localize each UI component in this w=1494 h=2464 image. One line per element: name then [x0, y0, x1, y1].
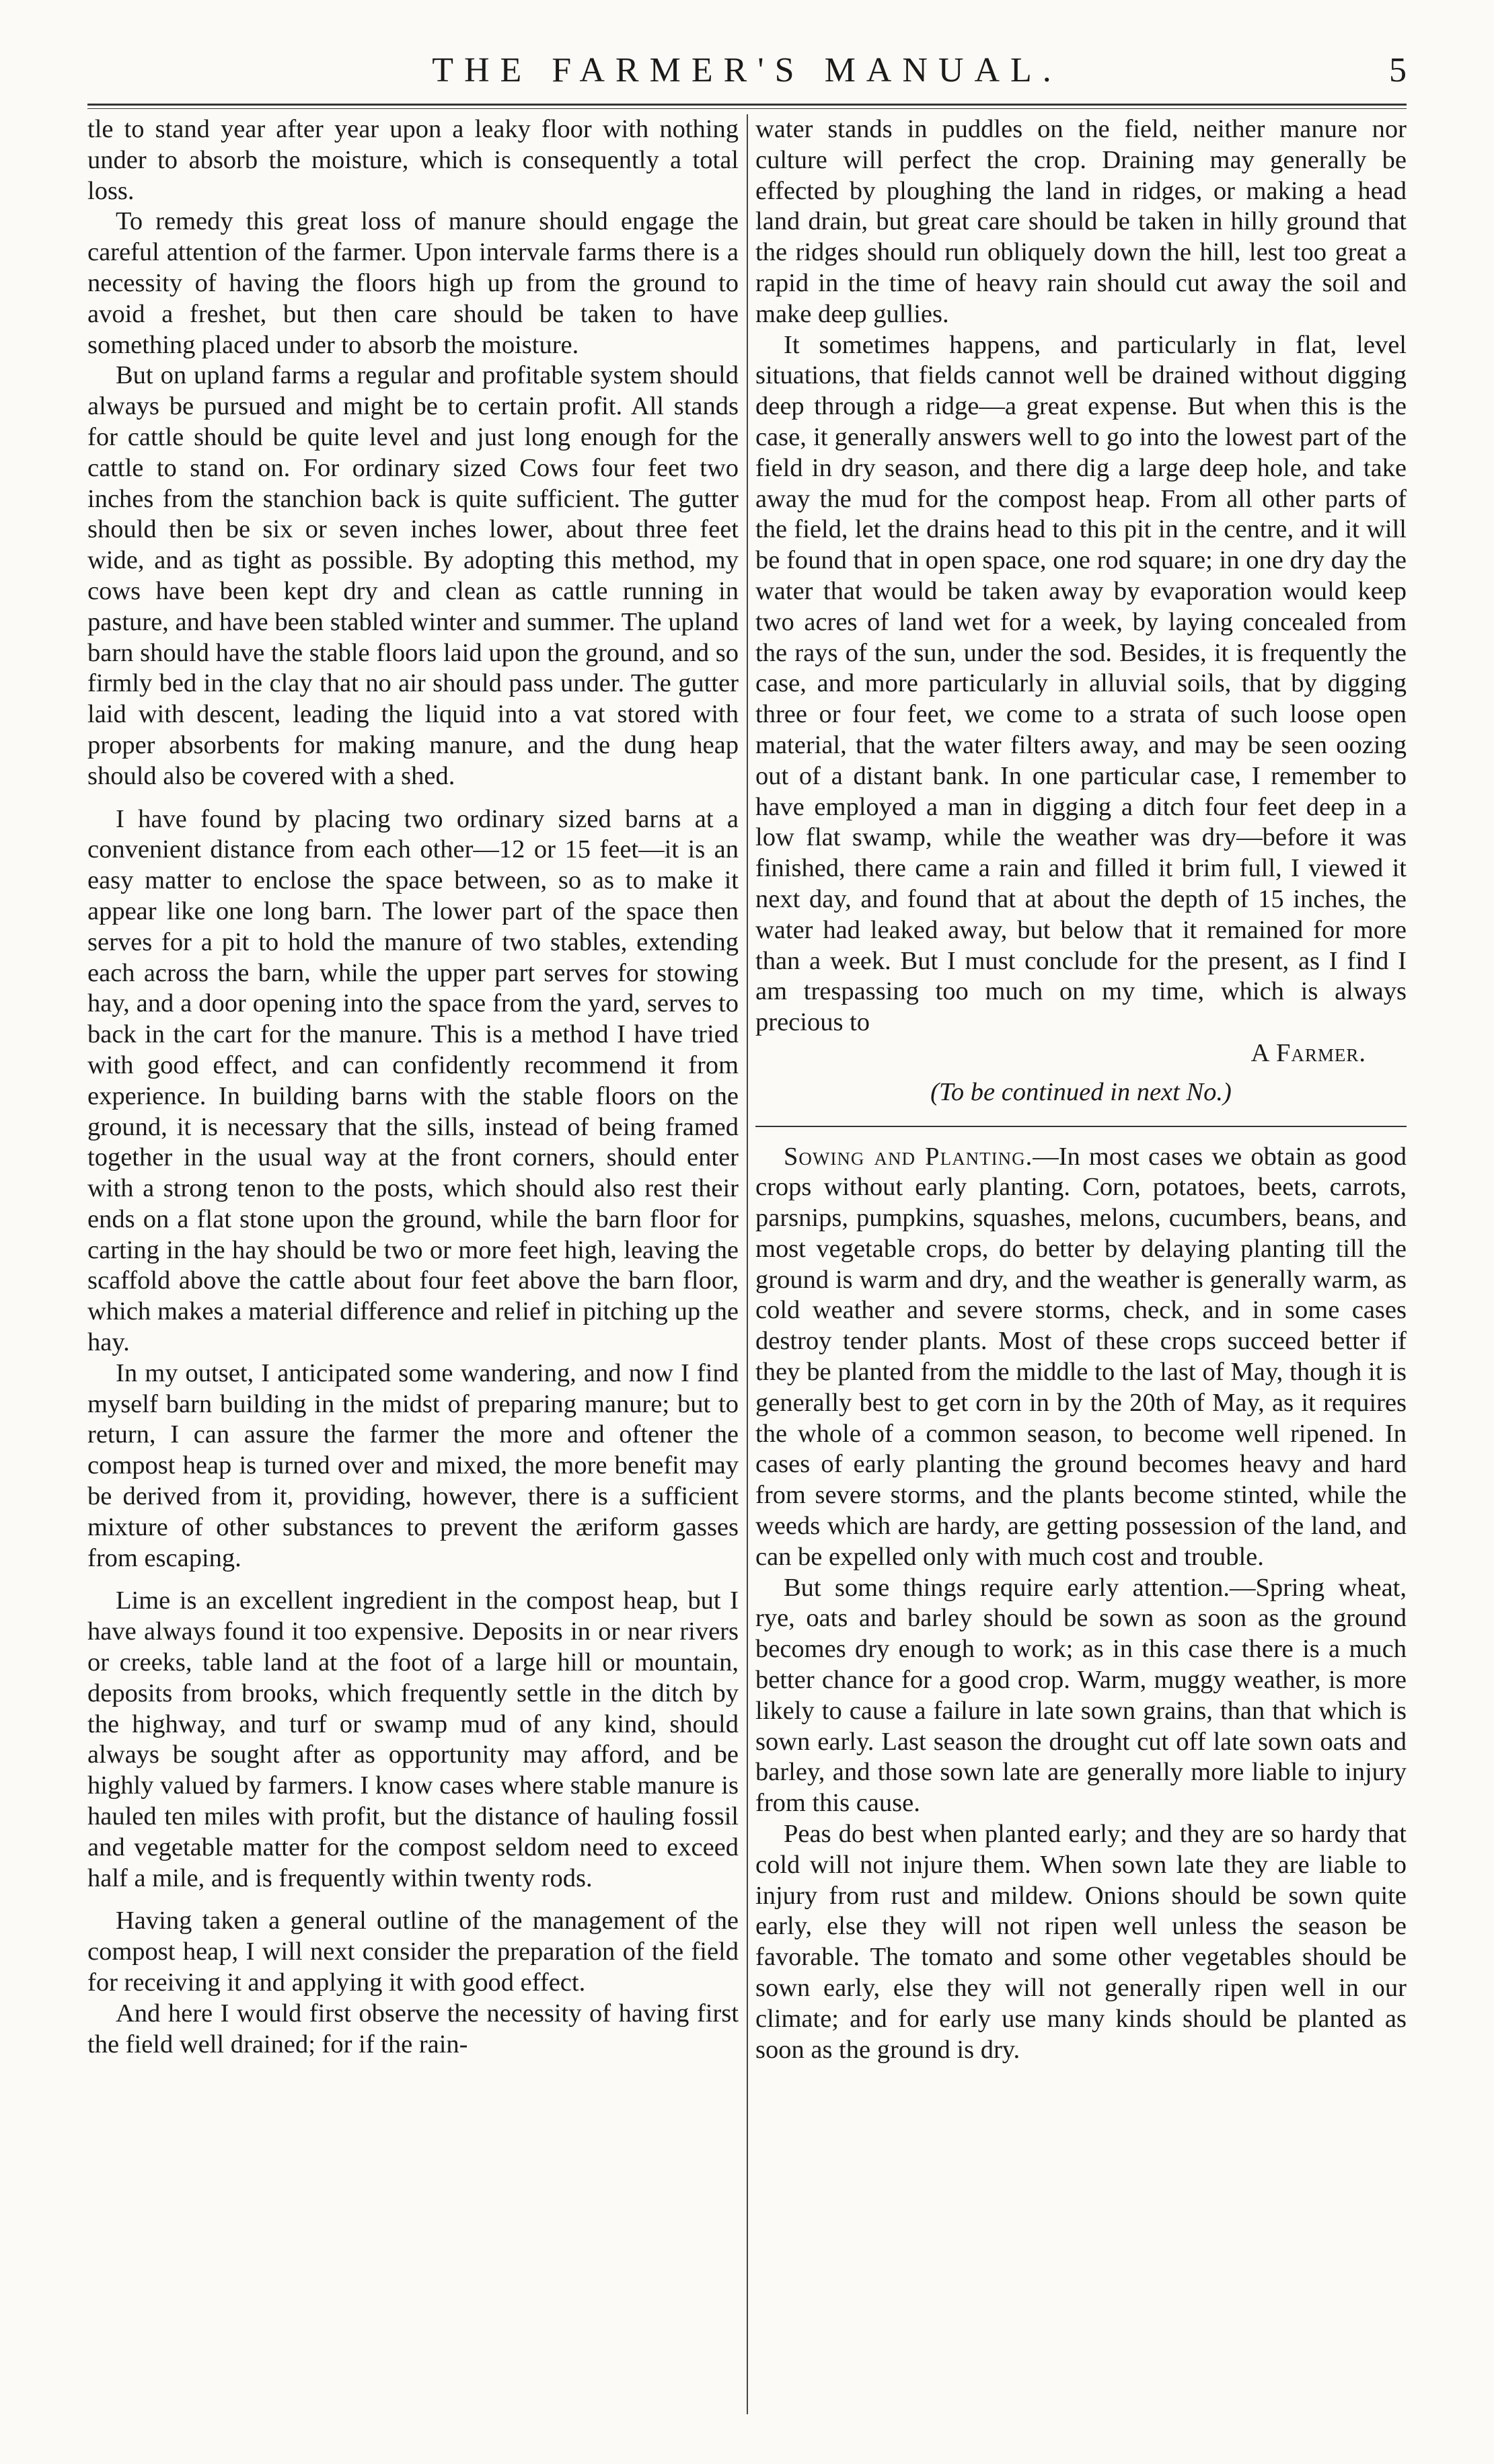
running-title: THE FARMER'S MANUAL. [432, 51, 1062, 89]
paragraph: But some things require early attention.—Spring wheat, rye, oats and barley should be sown as soon as the ground becomes dry enough to work; as in this case there is a much better chance for a good crop. Warm, muggy weather, is more likely to cause a failure in late sown grains, than that which is sown early. Last season the drought cut off late sown oats and barley, and those sown late are generally more liable to injury from this cause. [755, 1573, 1407, 1818]
paragraph: In my outset, I anticipated some wandering, and now I find myself barn building in the midst of preparing manure; but to return, I can assure the farmer the more and oftener the compost heap is turned over and mixed, the more benefit may be derived from it, providing, however, there is a sufficient mixture of other substances to prevent the æriform gasses from escaping. [87, 1358, 739, 1572]
paragraph: I have found by placing two ordinary sized barns at a convenient distance from each other—12 or 15 feet—it is an easy matter to enclose the space between, so as to make it appear like one long barn. The lower part of the space then serves for a pit to hold the manure of two stables, extending each across the barn, while the upper part serves for stowing hay, and a door opening into the space from the yard, serves to back in the cart for the manure. This is a method I have tried with good effect, and can confidently recommend it from experience. In building barns with the stable floors on the ground, it is necessary that the sills, instead of being framed together in the usual way at the front corners, should enter with a strong tenon to the posts, which should also rest their ends on a flat stone upon the ground, while the barn floor for carting in the hay should be two or more feet high, leaving the scaffold above the cattle about four feet above the barn floor, which makes a material difference and relief in pitching up the hay. [87, 804, 739, 1357]
page-header [87, 47, 1407, 94]
continued-note: (To be continued in next No.) [930, 1077, 1232, 1106]
page-number: 5 [1389, 51, 1407, 89]
paragraph: Having taken a general outline of the management of the compost heap, I will next consider the preparation of the field for receiving it and applying it with good effect. [87, 1907, 739, 1997]
paragraph: But on upland farms a regular and profitable system should always be pursued and might be to certain profit. All stands for cattle should be quite level and just long enough for the cattle to stand on. For ordinary sized Cows four feet two inches from the stanchion back is quite sufficient. The gutter should then be six or seven inches lower, about three feet wide, and as tight as possible. By adopting this method, my cows have been kept dry and clean as cattle running in pasture, and have been stabled winter and summer. The upland barn should have the stable floors laid upon the ground, and so firmly bed in the clay that no air should pass under. The gutter laid with descent, leading the liquid into a vat stored with proper absorbents for making manure, and the dung heap should also be covered with a shed. [87, 361, 739, 790]
paragraph-text: —In most cases we obtain as good crops without early planting. Corn, potatoes, beets, carrots, parsnips, pumpkins, squashes, melons, cucumbers, beans, and most vegetable crops, do better by delaying planting till the ground is warm and dry, and the weather is generally warm, as cold weather and severe storms, check, and in some cases destroy tender plants. Most of these crops succeed better if they be planted from the middle to the last of May, though it is generally best to get corn in by the 20th of May, as it requires the whole of a common season, to become well ripened. In cases of early planting the ground becomes heavy and hard from severe storms, and the plants become stinted, while the weeds which are hardy, are getting possession of the land, and can be expelled only with much cost and trouble. [755, 1142, 1407, 1571]
paragraph: To remedy this great loss of manure should engage the careful attention of the farmer. Upon intervale farms there is a necessity of having the floors high up from the ground to avoid a freshet, but then care should be taken to have something placed under to absorb the moisture. [87, 207, 739, 359]
section-rule [755, 1126, 1407, 1127]
article-columns [87, 114, 1407, 2414]
header-rule [87, 104, 1407, 109]
paragraph: It sometimes happens, and particularly in flat, level situations, that fields cannot well be drained without digging deep through a ridge—a great expense. But when this is the case, it generally answers well to go into the lowest part of the field in dry season, and there dig a large deep hole, and take away the mud for the compost heap. From all other parts of the field, let the drains head to this pit in the centre, and it will be found that in open space, one rod square; in one dry day the water that would be taken away by evaporation would keep two acres of land wet for a week, by laying concealed from the rays of the sun, under the sod. Besides, it is frequently the case, and more particularly in alluvial soils, that by digging three or four feet, we come to a strata of such loose open material, that the water filters away, and may be seen oozing out of a distant bank. In one particular case, I remember to have employed a man in digging a ditch four feet deep in a low flat swamp, while the weather was dry—before it was finished, there came a rain and filled it brim full, I viewed it next day, and found that at about the depth of 15 inches, the water had leaked away, but below that it remained for more than a week. But I must conclude for the present, as I find I am trespassing too much on my time, which is always precious to [755, 330, 1407, 1037]
paragraph: water stands in puddles on the field, neither manure nor culture will perfect the crop. Draining may generally be effected by ploughing the land in ridges, or making a head land drain, but great care should be taken in hilly ground that the ridges should run obliquely down the hill, lest too great a rapid in the time of heavy rain should cut away the soil and make deep gullies. [755, 115, 1407, 328]
column-divider [747, 114, 748, 2414]
paragraph: And here I would first observe the necessity of having first the field well drained; for if the rain- [87, 1999, 739, 2058]
paragraph: Lime is an excellent ingredient in the compost heap, but I have always found it too expensive. Deposits in or near rivers or creeks, table land at the foot of a large hill or mountain, deposits from brooks, which frequently settle in the ditch by the highway, and turf or swamp mud of any kind, should always be sought after as opportunity may afford, and be highly valued by farmers. I know cases where stable manure is hauled ten miles with profit, but the distance of hauling fossil and vegetable matter for the compost seldom need to exceed half a mile, and is frequently within twenty rods. [87, 1586, 739, 1892]
right-column [755, 114, 1407, 2414]
section-heading: Sowing and Planting. [784, 1142, 1033, 1171]
paragraph-sowing [755, 1142, 1407, 1573]
paragraph: tle to stand year after year upon a leaky floor with nothing under to absorb the moisture, which is consequently a total loss. [87, 115, 739, 205]
paragraph: Peas do best when planted early; and they are so hardy that cold will not injure them. When sown late they are liable to injury from rust and mildew. Onions should be sown quite early, else they will not ripen well unless the season be favorable. The tomato and some other vegetables should be sown early, else they will not generally ripen well in our climate; and for early use many kinds should be planted as soon as the ground is dry. [755, 1820, 1407, 2064]
author-signature: A Farmer. [1250, 1038, 1366, 1067]
left-column [87, 114, 739, 2414]
